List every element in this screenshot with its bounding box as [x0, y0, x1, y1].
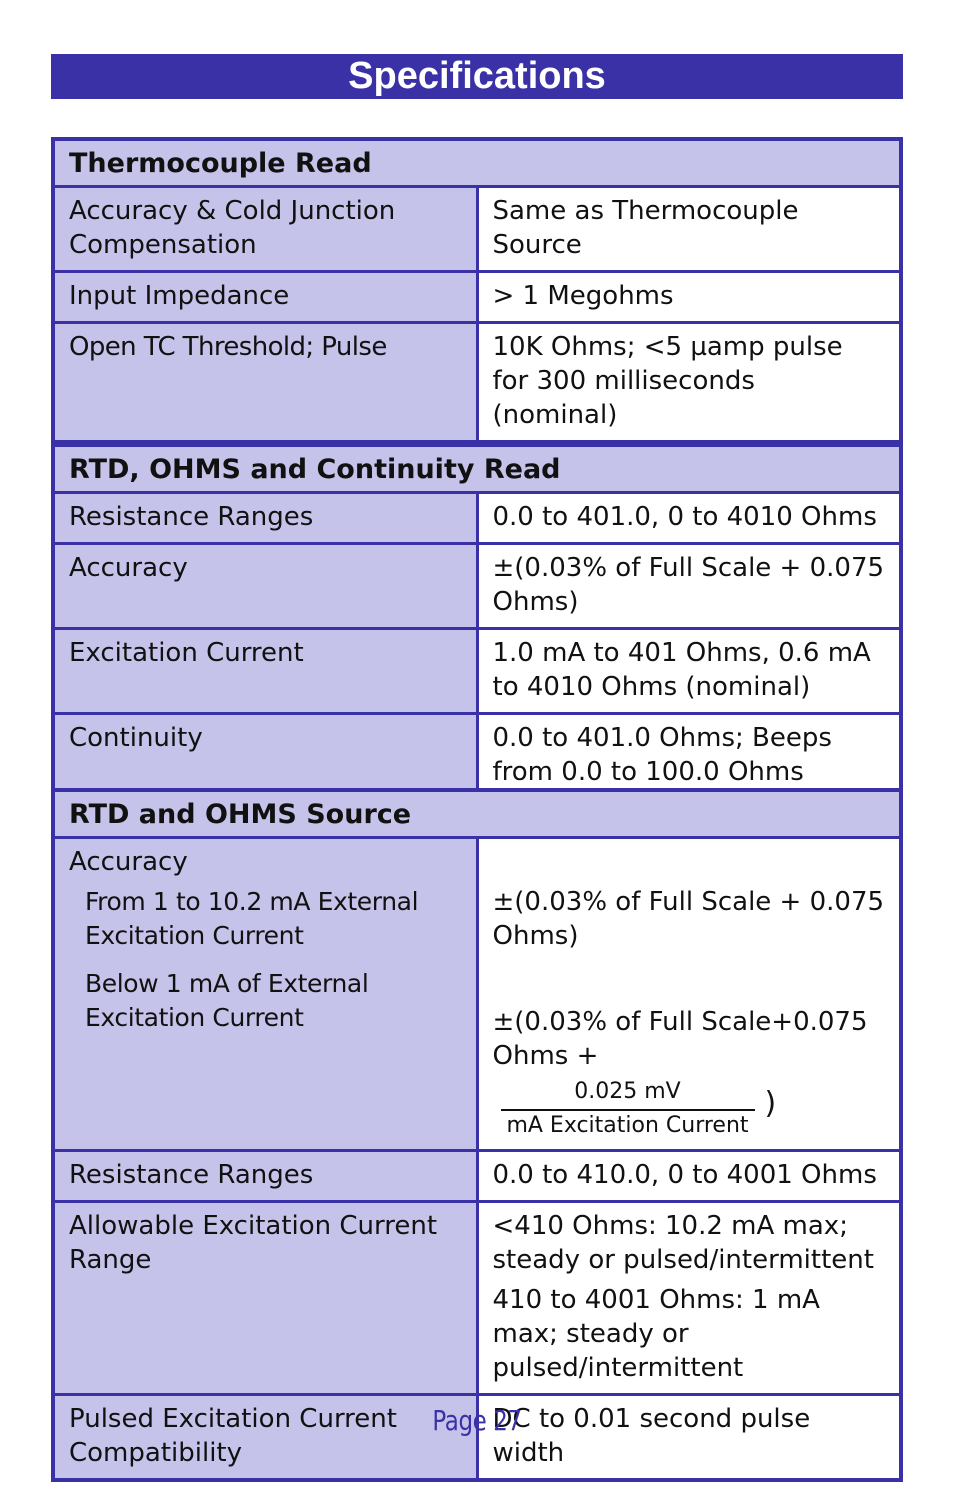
fraction-box [501, 1077, 755, 1141]
fraction-denominator: mA Excitation Current [506, 1113, 749, 1138]
spec-value: > 1 Megohms [477, 272, 901, 323]
spec-value: 1.0 mA to 401 Ohms, 0.6 mA to 4010 Ohms (nominal) [477, 629, 901, 714]
spec-label: Accuracy [69, 847, 188, 877]
accuracy-condition-2: Below 1 mA of External Excitation Current [85, 969, 369, 1032]
table-row [53, 629, 901, 714]
rtd-ohms-continuity-read-table [51, 443, 903, 801]
section-header: RTD, OHMS and Continuity Read [53, 445, 901, 493]
spec-label: Open TC Threshold; Pulse [53, 323, 477, 443]
spec-label: Accuracy & Cold Junction Compensation [53, 187, 477, 272]
table-row [53, 187, 901, 272]
page-title: Specifications [51, 54, 903, 99]
spec-value: 10K Ohms; <5 µamp pulse for 300 milliseconds (nominal) [477, 323, 901, 443]
table-row [53, 544, 901, 629]
accuracy-value-2-prefix: ±(0.03% of Full Scale+0.075 Ohms + [492, 1007, 868, 1071]
spec-value: 410 to 4001 Ohms: 1 mA max; steady or pulsed/intermittent [492, 1285, 820, 1383]
accuracy-value-cell [477, 838, 901, 1151]
spec-value: 0.0 to 410.0, 0 to 4001 Ohms [477, 1151, 901, 1202]
accuracy-fraction [493, 1077, 777, 1141]
section-header: RTD and OHMS Source [53, 790, 901, 838]
table-row [53, 1151, 901, 1202]
spec-label: Excitation Current [53, 629, 477, 714]
spec-value: ±(0.03% of Full Scale + 0.075 Ohms) [477, 544, 901, 629]
table-row [53, 272, 901, 323]
accuracy-condition-1: From 1 to 10.2 mA External Excitation Current [85, 887, 419, 950]
fraction-numerator: 0.025 mV [501, 1077, 755, 1111]
spec-label: Allowable Excitation Current Range [53, 1202, 477, 1395]
spec-label: Continuity [53, 714, 477, 800]
spec-value: 0.0 to 401.0 Ohms; Beeps from 0.0 to 100.0 Ohms [477, 714, 901, 800]
spec-value: Same as Thermocouple Source [477, 187, 901, 272]
spec-label: Pulsed Excitation Current Compatibility [53, 1395, 477, 1481]
table-row [53, 838, 901, 1151]
spec-value: <410 Ohms: 10.2 mA max; steady or pulsed/intermittent [492, 1211, 874, 1275]
allowable-excitation-value-cell [477, 1202, 901, 1395]
rtd-ohms-source-table [51, 788, 903, 1482]
thermocouple-read-table [51, 137, 903, 444]
closing-parenthesis: ) [764, 1086, 777, 1121]
spec-value: DC to 0.01 second pulse width [477, 1395, 901, 1481]
spec-value: 0.0 to 401.0, 0 to 4010 Ohms [477, 493, 901, 544]
table-row [53, 323, 901, 443]
table-row [53, 1202, 901, 1395]
table-row [53, 493, 901, 544]
section-header: Thermocouple Read [53, 139, 901, 187]
spec-label: Accuracy [53, 544, 477, 629]
table-row [53, 714, 901, 800]
spec-label: Resistance Ranges [53, 1151, 477, 1202]
page-number: Page 27 [432, 1404, 522, 1437]
spec-label: Resistance Ranges [53, 493, 477, 544]
spec-label: Input Impedance [53, 272, 477, 323]
accuracy-label-cell [53, 838, 477, 1151]
accuracy-value-1: ±(0.03% of Full Scale + 0.075 Ohms) [492, 887, 885, 951]
